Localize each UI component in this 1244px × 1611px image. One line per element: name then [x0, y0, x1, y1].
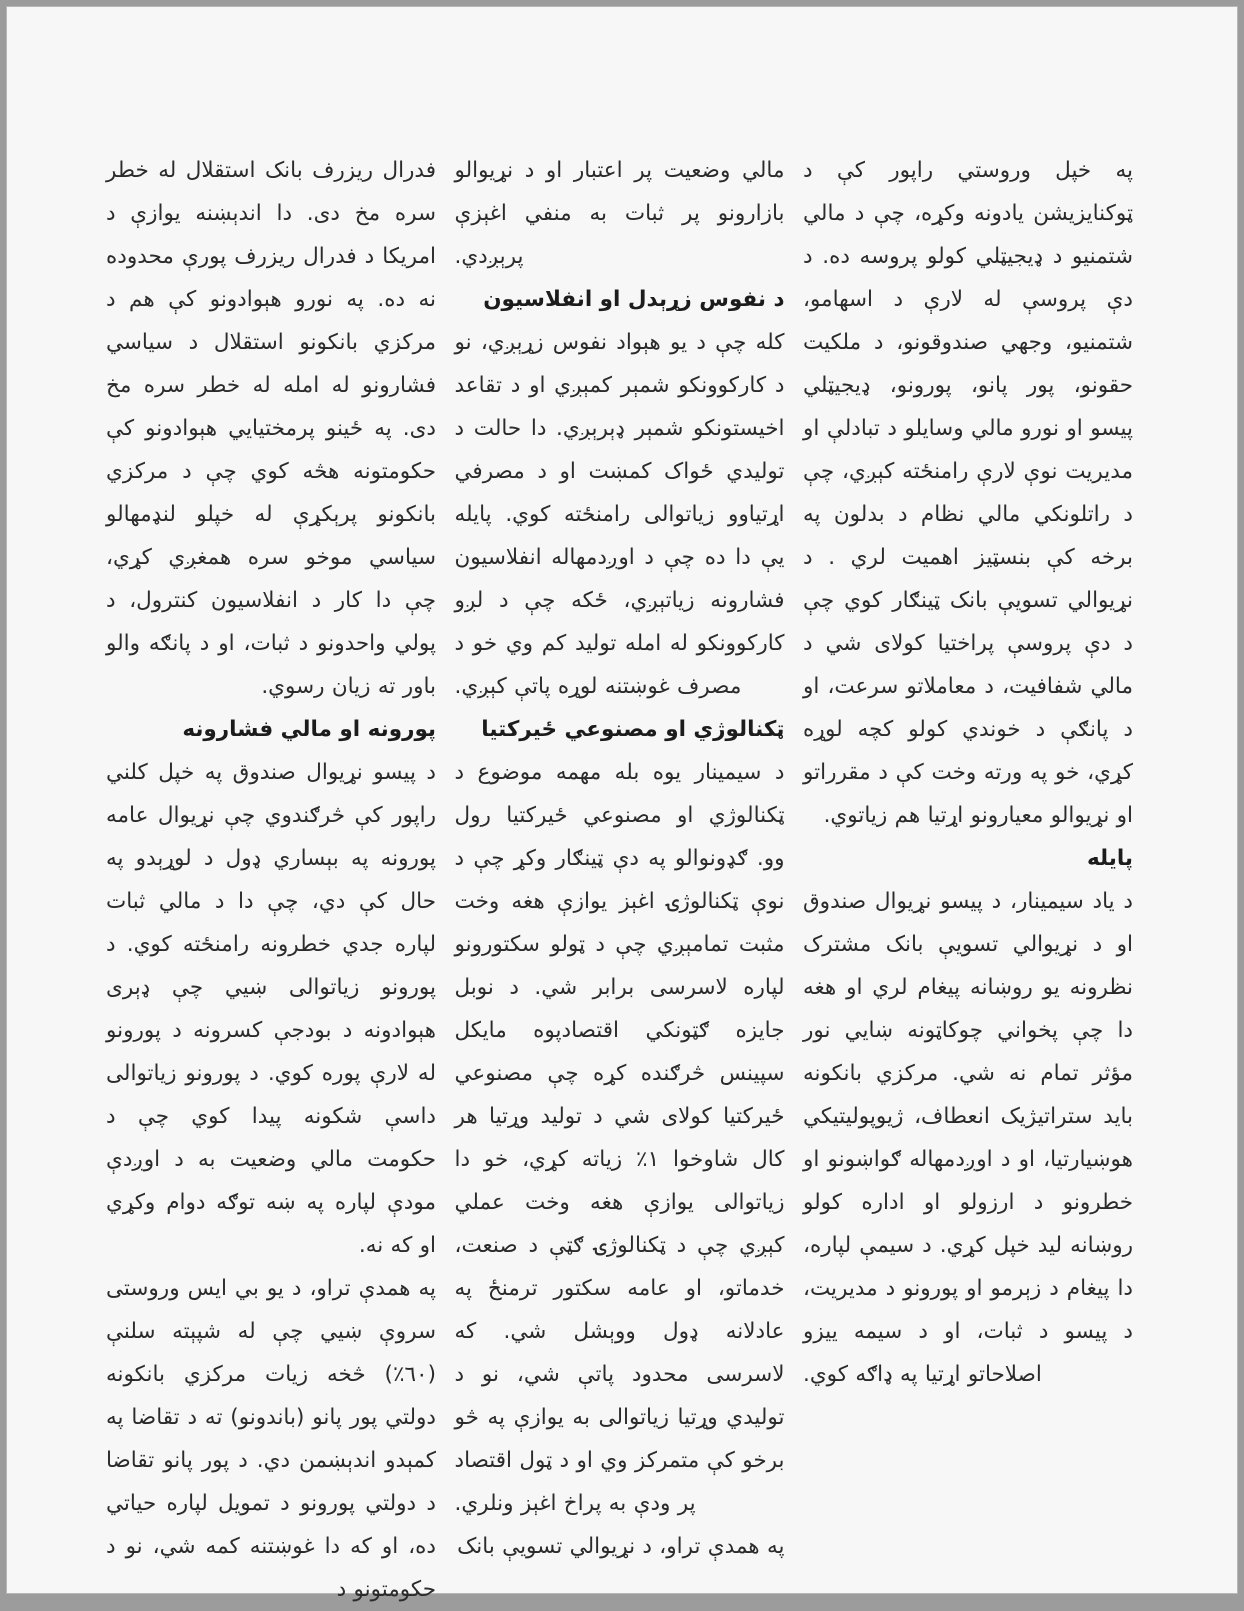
- column-middle: [455, 149, 785, 1568]
- technology-ai-heading: ټکنالوژي او مصنوعي ځيرکتيا: [481, 717, 785, 742]
- bis-survey-paragraph: په همدې تراو، د یو بي ایس وروستی سروې ښيي چې له شپېته سلنې (٦٠٪) څخه زیات مرکزي بانکونه دولتي پور پانو (باندونو) ته د تقاضا په کمېدو اندېښمن دي. د پور پانو تقاضا د دولتي پورونو د تمویل لپاره حیاتي ده، او که دا غوښتنه کمه شي، نو د حکومتونو د: [106, 1276, 436, 1602]
- imf-annual-report-paragraph: د پیسو نړیوال صندوق په خپل کلني راپور کې څرګندوي چې نړیوال عامه پورونه په بېساري ډول د لوړېدو په حال کې دي، چې دا د مالي ثبات لپاره جدي خطرونه رامنځته کوي. د پورونو زیاتوالی ښيي چې ډېری هېوادونه د بودجې کسرونه د پورونو له لارې پوره کوي. د پورونو زیاتوالی داسې شکونه پیدا کوي چې د حکومت مالي وضعیت به د اوږدې مودې لپاره په ښه توګه دوام وکړي او که نه.: [106, 760, 436, 1258]
- conclusion-paragraph: د یاد سیمینار، د پیسو نړیوال صندوق او د نړیوالي تسویې بانک مشترک نظرونه یو روښانه پیغام لري او هغه دا چې پخواني چوکاټونه ښایي نور مؤثر تمام نه شي. مرکزي بانکونه باید ستراتیژیک انعطاف، ژیوپولیتیکي هوښیارتیا، او د اوږدمهاله ګواښونو او خطرونو د ارزولو او اداره کولو روښانه لید خپل کړي. د سیمې لپاره، دا پیغام د زېرمو او پورونو د مدیریت، د پیسو د ثبات، او د سیمه ییزو اصلاحاتو اړتیا په ډاګه کوي.: [803, 889, 1133, 1387]
- debts-and-fiscal-pressures-heading: پورونه او مالي فشارونه: [182, 717, 436, 742]
- federal-reserve-independence-paragraph: فدرال ریزرف بانک استقلال له خطر سره مخ دی. دا اندېښنه یوازې د امریکا د فدرال ریزرف پورې محدوده نه ده. په نورو هېوادونو کې هم د مرکزي بانکونو استقلال د سیاسي فشارونو له امله له خطر سره مخ دی. په ځینو پرمختیایي هېوادونو کې حکومتونه هڅه کوي چې د مرکزي بانکونو پرېکړې له خپلو لنډمهالو سیاسي موخو سره همغږي کړي، چې دا کار د انفلاسیون کنترول، د پولي واحدونو د ثبات، او د پانګه والو باور ته زیان رسوي.: [106, 158, 436, 699]
- column-left: [803, 149, 1133, 1396]
- page-sheet: [6, 6, 1238, 1602]
- fiscal-credibility-paragraph: مالي وضعیت پر اعتبار او د نړیوالو بازارونو پر ثبات به منفي اغېزې پرېږدي.: [454, 158, 785, 269]
- column-right: [106, 149, 436, 1611]
- page-body: [7, 7, 1237, 1602]
- aging-population-paragraph: کله چې د یو هېواد نفوس زړېږي، نو د کارکوونکو شمېر کمېږي او د تقاعد اخیستونکو شمېر ډېرېږي. دا حالت د تولیدي ځواک کمښت او د مصرفي اړتیاوو زیاتوالی رامنځته کوي. پایله یې دا ده چې د اوږدمهاله انفلاسیون فشارونه زیاتېږي، ځکه چې د لږو کارکوونکو له امله تولید کم وي خو د مصرف غوښتنه لوړه پاتې کېږي.: [454, 330, 785, 699]
- tokenization-report-paragraph: په خپل وروستي راپور کې د ټوکنایزیشن یادونه وکړه، چې د مالي شتمنیو د ډیجیټلي کولو پروسه ده. د دې پروسې له لارې د اسهامو، شتمنیو، وجهي صندوقونو، د ملکیت حقونو، پور پانو، پورونو، ډیجیټلي پیسو او نورو مالي وسایلو د تبادلې او مدیریت نوې لارې رامنځته کېږي، چې د راتلونکي مالي نظام د بدلون په برخه کې بنسټیز اهمیت لري . د نړیوالي تسویې بانک ټینګار کوي چې د دې پروسې پراختیا کولای شي د مالي شفافیت، د معاملاتو سرعت، او د پانګې د خوندي کولو کچه لوړه کړي، خو په ورته وخت کې د مقرراتو او نړیوالو معیارونو اړتیا هم زیاتوي.: [803, 158, 1133, 828]
- three-column-layout: [106, 149, 1133, 1602]
- population-decline-inflation-heading: د نفوس زړېدل او انفلاسیون: [483, 287, 785, 312]
- seminar-technology-paragraph: د سیمینار یوه بله مهمه موضوع د ټکنالوژي او مصنوعي ځيرکتيا رول وو. ګډونوالو په دې ټینګار وکړ چې د نوې ټکنالوژۍ اغېز یوازې هغه وخت مثبت تمامېږي چې د ټولو سکتورونو لپاره لاسرسی برابر شي. د نوبل جایزه ګټونکي اقتصادپوه مایکل سپینس څرګنده کړه چې مصنوعي ځيرکتيا کولای شي د تولید وړتیا هر کال شاوخوا ۱٪ زیاته کړي، خو دا زیاتوالی یوازې هغه وخت عملي کېږي چې د ټکنالوژۍ ګټې د صنعت، خدماتو، او عامه سکتور ترمنځ په عادلانه ډول ووېشل شي. که لاسرسی محدود پاتې شي، نو د تولیدي وړتیا زیاتوالی به یوازې په څو برخو کې متمرکز وي او د ټول اقتصاد پر ودې به پراخ اغېز ونلري.: [454, 760, 785, 1516]
- conclusion-heading: پایله: [1086, 846, 1133, 871]
- settlement-bank-continuation-paragraph: په همدې تراو، د نړیوالي تسویې بانک: [457, 1534, 785, 1559]
